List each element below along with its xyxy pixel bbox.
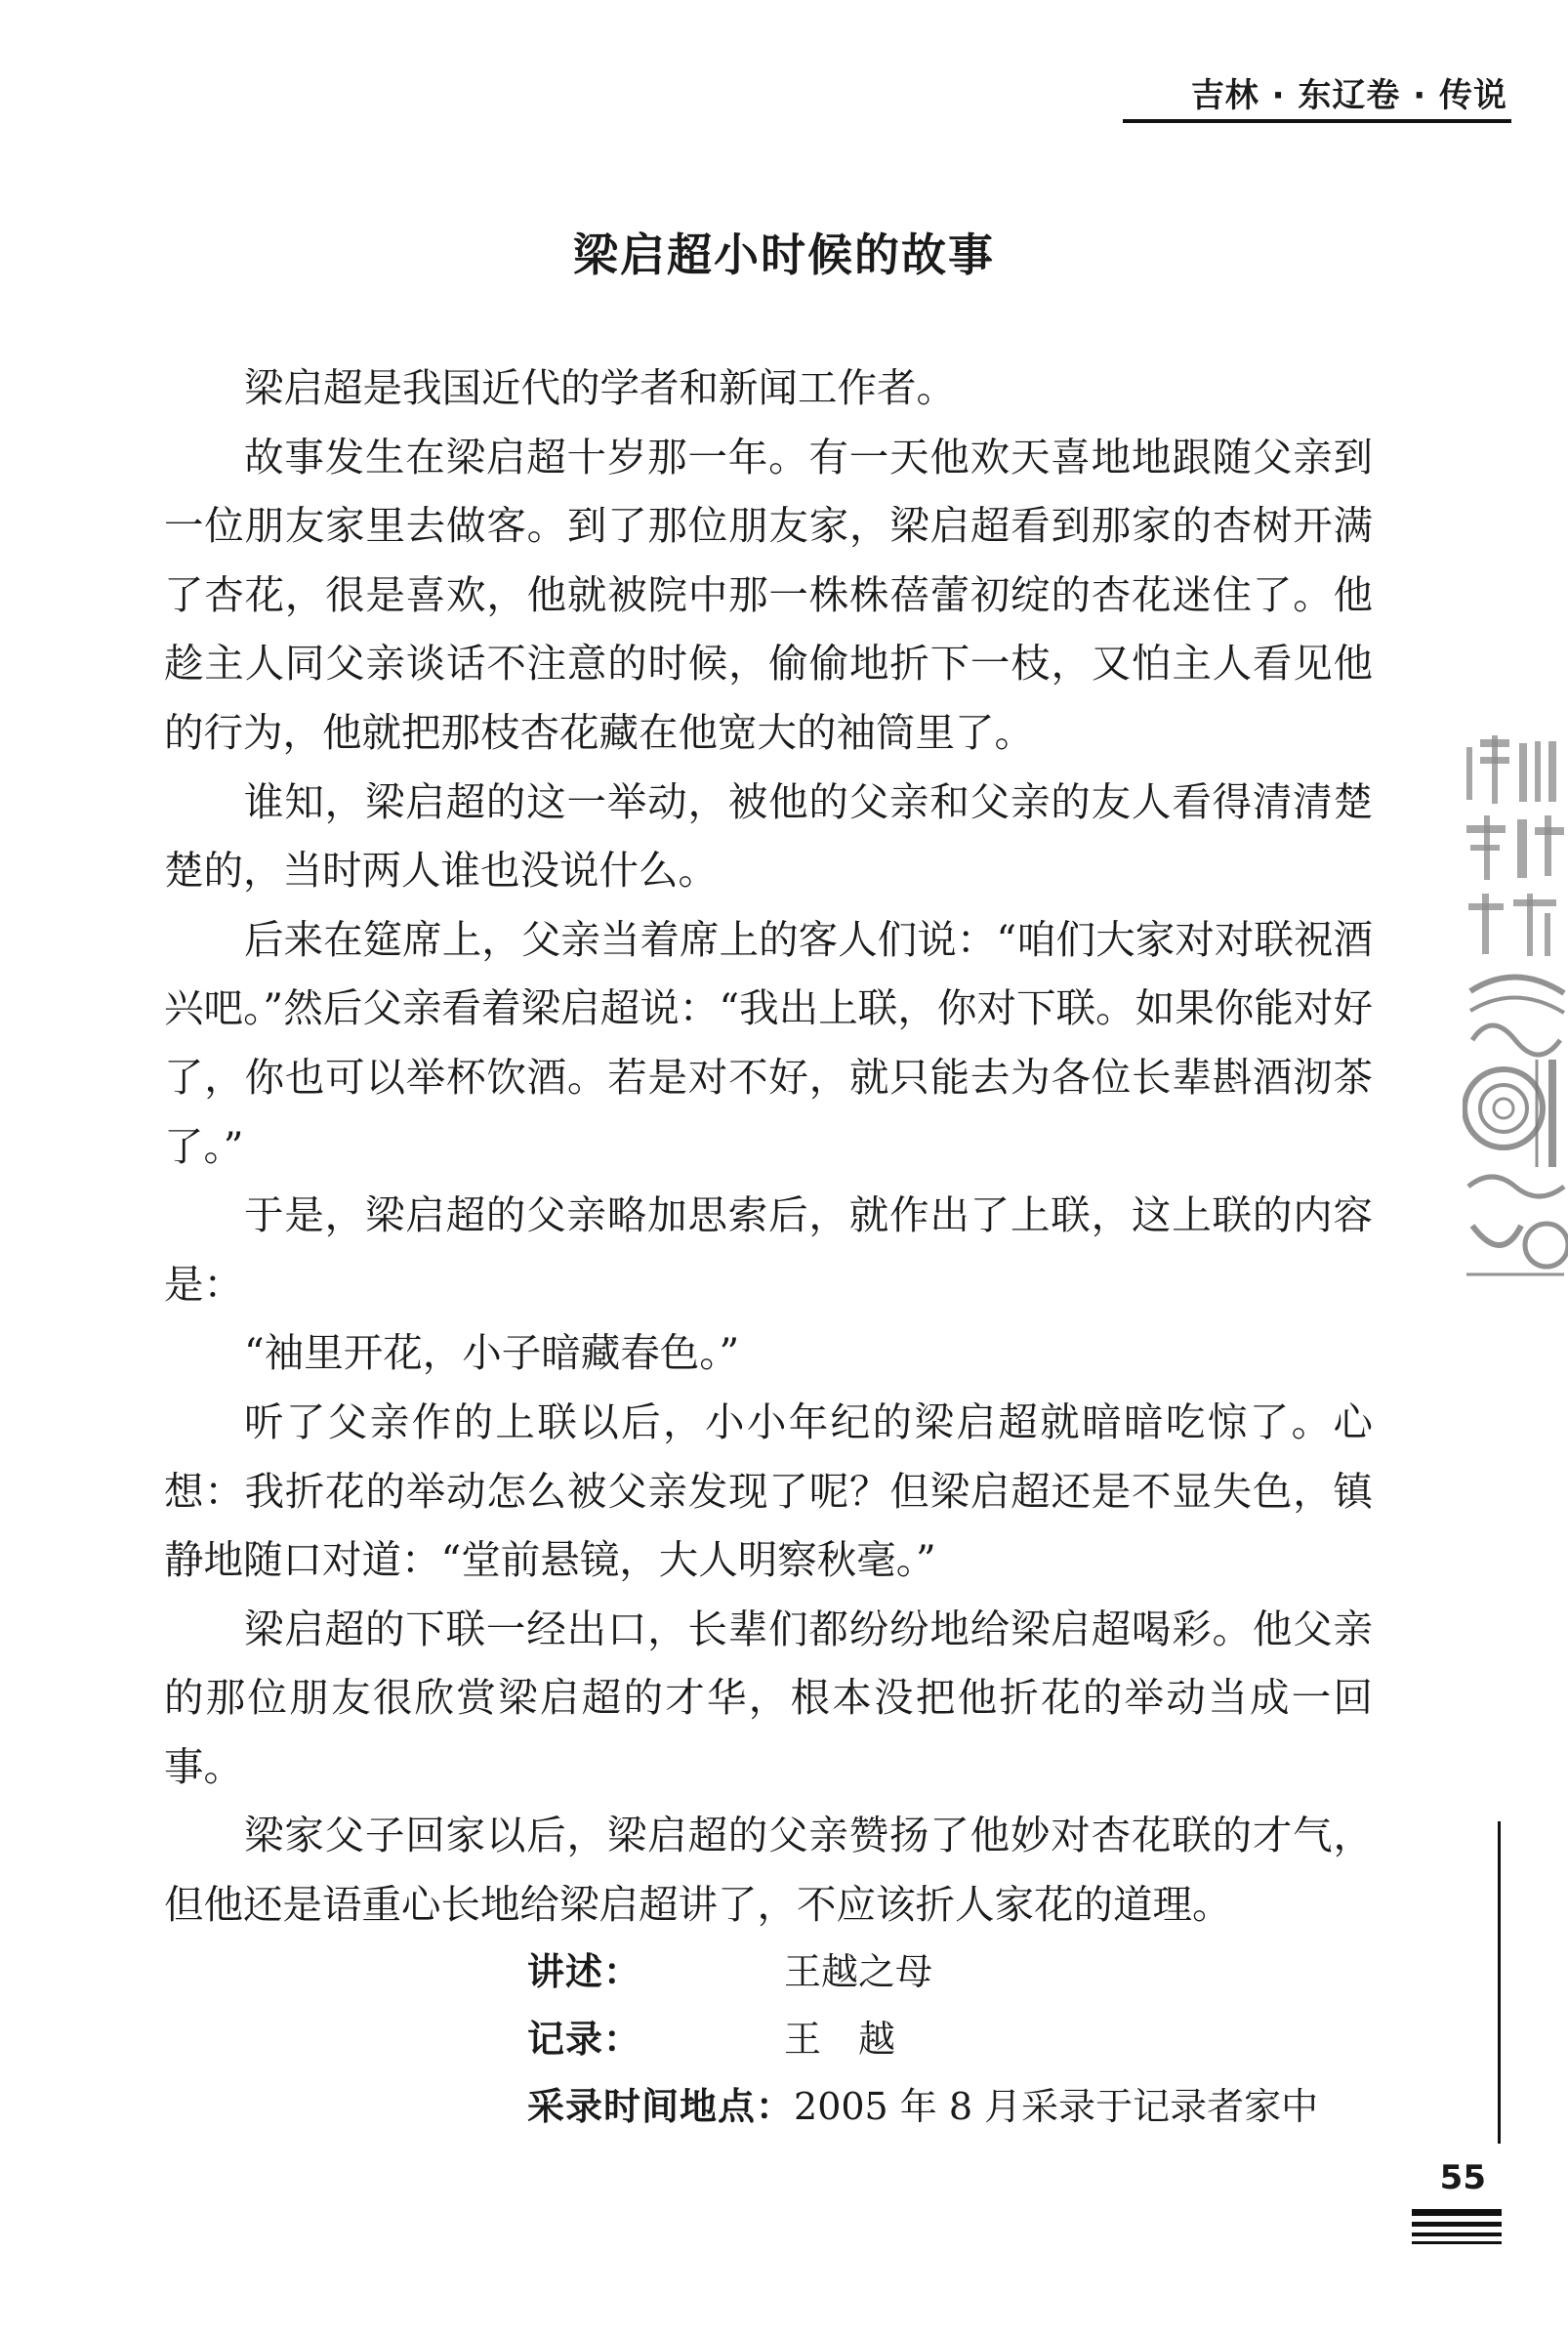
story-body xyxy=(164,354,1373,1940)
side-tab-text xyxy=(1515,756,1517,758)
paragraph-6: “袖里开花，小子暗藏春色。” xyxy=(244,1329,740,1377)
paragraph-9: 梁家父子回家以后，梁启超的父亲赞扬了他妙对杏花联的才气，但他还是语重心长地给梁启超讲了，不应该折人家花的道理。 xyxy=(164,1812,1373,1929)
page-bar-2 xyxy=(1412,2222,1502,2227)
paragraph-2: 故事发生在梁启超十岁那一年。有一天他欢天喜地地跟随父亲到一位朋友家里去做客。到了那位朋友家，梁启超看到那家的杏树开满了杏花，很是喜欢，他就被院中那一株株蓓蕾初绽的杏花迷住了。他趁主人同父亲谈话不注意的时候，偷偷地折下一枝，又怕主人看见他的行为，他就把那枝杏花藏在他宽大的袖筒里了。 xyxy=(164,433,1373,756)
page-number-bars xyxy=(1412,2209,1502,2248)
narrator-label: 讲述： xyxy=(527,1950,642,1993)
credits-block xyxy=(527,1939,1318,2141)
credit-time-place xyxy=(527,2073,1318,2141)
page-bar-4 xyxy=(1412,2241,1502,2244)
narrator-value: 王越之母 xyxy=(784,1950,933,1993)
paragraph-8: 梁启超的下联一经出口，长辈们都纷纷地给梁启超喝彩。他父亲的那位朋友很欣赏梁启超的才华，根本没把他折花的举动当成一回事。 xyxy=(164,1605,1373,1790)
paragraph-3: 谁知，梁启超的这一举动，被他的父亲和父亲的友人看得清清楚楚的，当时两人谁也没说什么。 xyxy=(164,777,1373,895)
header-rule xyxy=(1123,119,1511,123)
time-place-label: 采录时间地点： xyxy=(527,2085,795,2128)
page-number: 55 xyxy=(1439,2158,1486,2197)
side-tab-emblem xyxy=(1463,718,1568,1294)
recorder-label: 记录： xyxy=(527,2018,642,2061)
credit-narrator xyxy=(527,1939,1318,2006)
running-header: 吉林 · 东辽卷 · 传说 xyxy=(1190,76,1507,115)
time-place-value: 2005 年 8 月采录于记录者家中 xyxy=(794,2085,1319,2128)
page-bar-1 xyxy=(1412,2209,1502,2216)
paragraph-1: 梁启超是我国近代的学者和新闻工作者。 xyxy=(244,364,956,411)
story-title: 梁启超小时候的故事 xyxy=(573,229,995,281)
credit-recorder xyxy=(527,2006,1318,2073)
paragraph-7: 听了父亲作的上联以后，小小年纪的梁启超就暗暗吃惊了。心想：我折花的举动怎么被父亲发现了呢？但梁启超还是不显失色，镇静地随口对道：“堂前悬镜，大人明察秋毫。” xyxy=(164,1397,1373,1584)
paragraph-5: 于是，梁启超的父亲略加思索后，就作出了上联，这上联的内容是： xyxy=(164,1191,1373,1308)
vertical-rule xyxy=(1498,1821,1501,2144)
page-bar-3 xyxy=(1412,2232,1502,2236)
recorder-value: 王 越 xyxy=(784,2018,896,2061)
paragraph-4: 后来在筵席上，父亲当着席上的客人们说：“咱们大家对对联祝酒兴吧。”然后父亲看着梁启超说：“我出上联，你对下联。如果你能对好了，你也可以举杯饮酒。若是对不好，就只能去为各位长辈斟酒沏茶了。” xyxy=(164,915,1373,1170)
